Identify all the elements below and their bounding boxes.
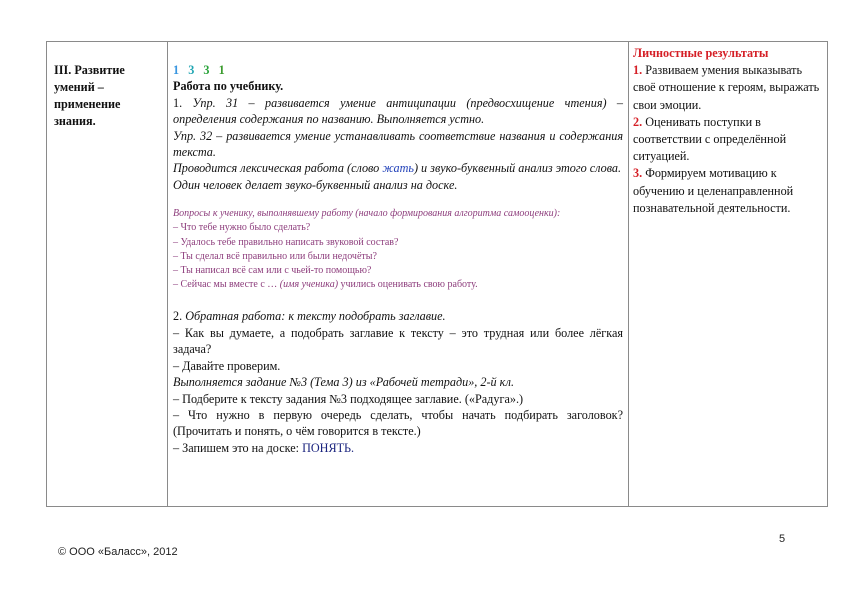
result-item: 3. Формируем мотивацию к обучению и целенаправленной познавательной деятельности. <box>633 166 794 215</box>
reverse-work: 2. Обратная работа: к тексту подобрать заглавие. <box>173 309 446 324</box>
number-1: 1 <box>173 63 181 77</box>
lesson-table <box>46 41 828 507</box>
exercise-32: Упр. 32 – развивается умение устанавливать соответствие названия и содержания текста. <box>173 128 623 160</box>
number-2: 3 <box>188 63 196 77</box>
question-item: – Удалось тебе правильно написать звуковой состав? <box>173 236 399 248</box>
discussion-line: – Подберите к тексту задания №3 подходящее заглавие. («Радуга».) <box>173 391 524 406</box>
result-item: 1. Развиваем умения выказывать своё отношение к героям, выражать свои эмоции. <box>633 63 820 112</box>
footer-copyright: © ООО «Баласс», 2012 <box>58 546 178 558</box>
table-row <box>47 42 828 507</box>
task-line: Выполняется задание №3 (Тема 3) из «Рабочей тетради», 2-й кл. <box>173 375 514 390</box>
discussion-line: – Что нужно в первую очередь сделать, чтобы начать подбирать заголовок? (Прочитать и понять, о чём говорится в тексте.) <box>173 407 623 439</box>
questions-intro: Вопросы к ученику, выполнявшему работу (начало формирования алгоритма самооценки): <box>173 208 561 220</box>
work-cell <box>168 42 629 507</box>
question-item: – Ты написал всё сам или с чьей-то помощью? <box>173 265 372 277</box>
results-cell <box>629 42 828 507</box>
page-number: 5 <box>779 533 786 545</box>
color-numbers <box>173 62 623 78</box>
result-item: 2. Оценивать поступки в соответствии с определённой ситуацией. <box>633 114 787 164</box>
stage-cell <box>47 42 168 507</box>
number-4: 1 <box>218 63 226 77</box>
discussion-line: – Давайте проверим. <box>173 358 281 373</box>
write-line: – Запишем это на доске: ПОНЯТЬ. <box>173 440 355 455</box>
number-3: 3 <box>203 63 211 77</box>
question-item: – Ты сделал всё правильно или были недочёты? <box>173 250 377 262</box>
lexical-word: жать <box>382 161 414 176</box>
results-heading: Личностные результаты <box>633 46 769 60</box>
discussion-line: – Как вы думаете, а подобрать заглавие к тексту – это трудная или более лёгкая задача? <box>173 325 623 357</box>
write-word: ПОНЯТЬ. <box>302 440 355 455</box>
question-item-last: – Сейчас мы вместе с … (имя ученика) учились оценивать свою работу. <box>173 279 478 291</box>
stage-title: III. Развитие умений – применение знания. <box>54 63 125 128</box>
board-line: Один человек делает звуко-буквенный анализ на доске. <box>173 177 458 192</box>
lexical-work: Проводится лексическая работа (слово жать) и звуко-буквенный анализ этого слова. <box>173 161 622 176</box>
exercise-31: 1. Упр. 31 – развивается умение антиципации (предвосхищение чтения) – определения содержания по названию. Выполняется устно. <box>173 95 624 127</box>
question-item: – Что тебе нужно было сделать? <box>173 222 311 234</box>
work-heading: Работа по учебнику. <box>173 79 284 94</box>
